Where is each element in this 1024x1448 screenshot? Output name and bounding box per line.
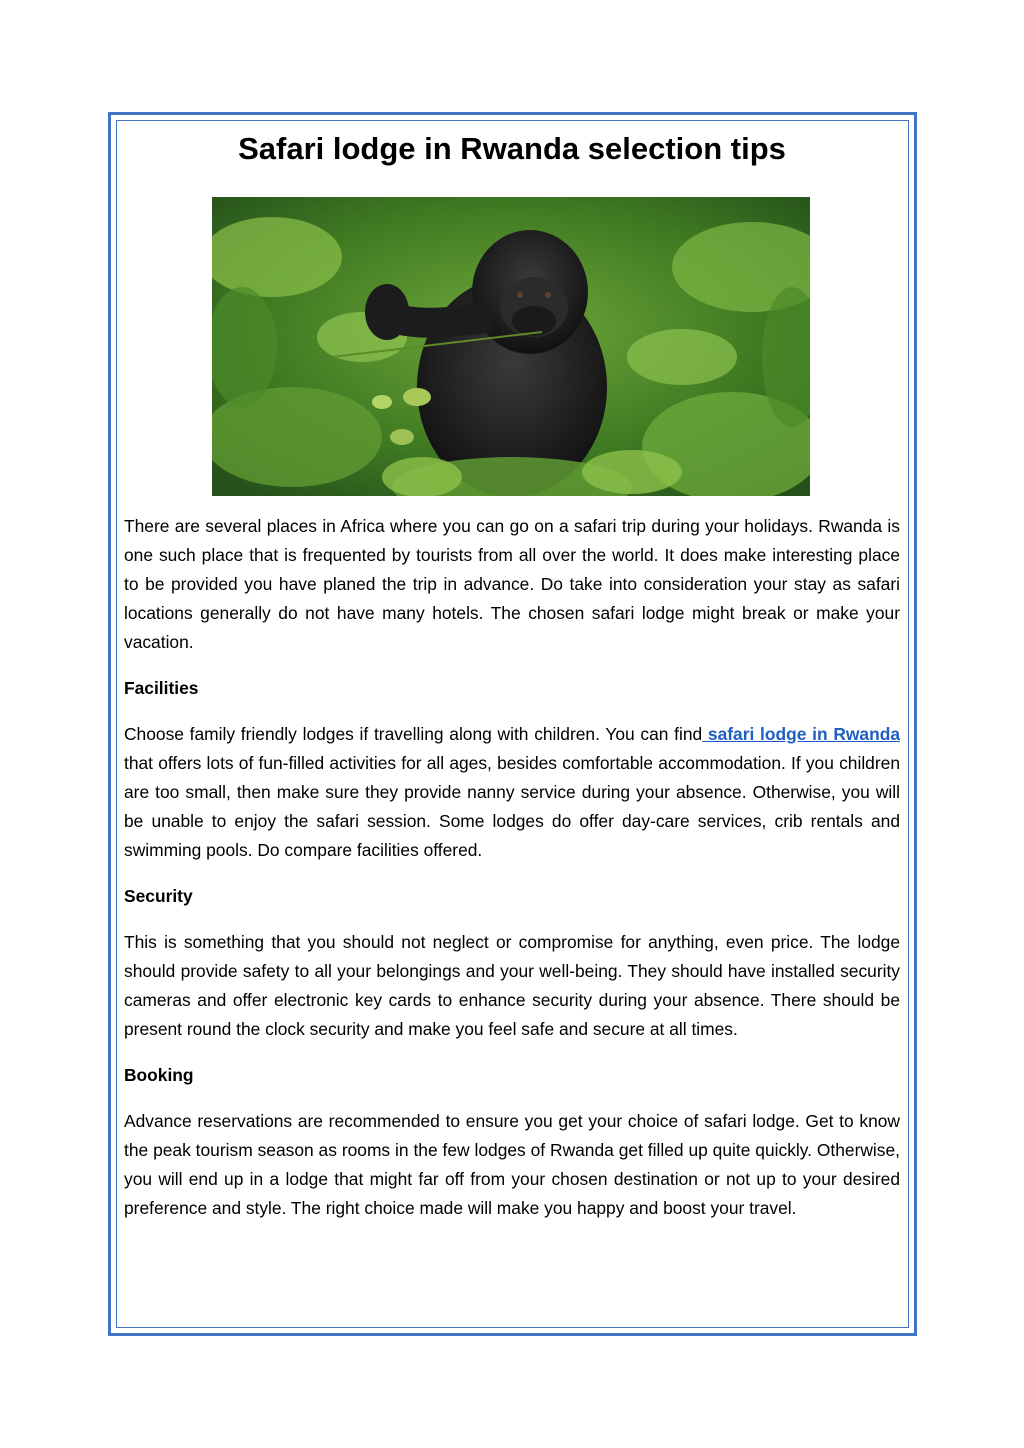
facilities-paragraph [124, 720, 900, 865]
security-heading: Security [124, 886, 193, 906]
safari-lodge-link[interactable]: safari lodge in Rwanda [702, 724, 900, 744]
facilities-text-after-link: that offers lots of fun-filled activities for all ages, besides comfortable accommodation. If you children are too small, then make sure they provide nanny service during your absence. Otherwise, you will be unable to enjoy the safari session. Some lodges do offer day-care services, crib rentals and swimming pools. Do compare facilities offered. [124, 753, 900, 860]
page-title: Safari lodge in Rwanda selection tips [238, 131, 786, 166]
booking-heading: Booking [124, 1065, 194, 1085]
security-paragraph: This is something that you should not neglect or compromise for anything, even price. The lodge should provide safety to all your belongings and your well-being. They should have installed security cameras and offer electronic key cards to enhance security during your absence. There should be present round the clock security and make you feel safe and secure at all times. [124, 932, 900, 1039]
facilities-heading: Facilities [124, 678, 199, 698]
booking-paragraph: Advance reservations are recommended to ensure you get your choice of safari lodge. Get to know the peak tourism season as rooms in the few lodges of Rwanda get filled up quite quickly. Otherwise, you will end up in a lodge that might far off from your chosen destination or not up to your desired preference and style. The right choice made will make you happy and boost your travel. [124, 1111, 900, 1218]
intro-paragraph: There are several places in Africa where you can go on a safari trip during your holidays. Rwanda is one such place that is frequented by tourists from all over the world. It does make interesting place to be provided you have planed the trip in advance. Do take into consideration your stay as safari locations generally do not have many hotels. The chosen safari lodge might break or make your vacation. [124, 516, 900, 652]
facilities-text-before-link: Choose family friendly lodges if travelling along with children. You can find [124, 724, 703, 744]
article-body [124, 512, 900, 1240]
gorilla-photo [212, 197, 810, 496]
